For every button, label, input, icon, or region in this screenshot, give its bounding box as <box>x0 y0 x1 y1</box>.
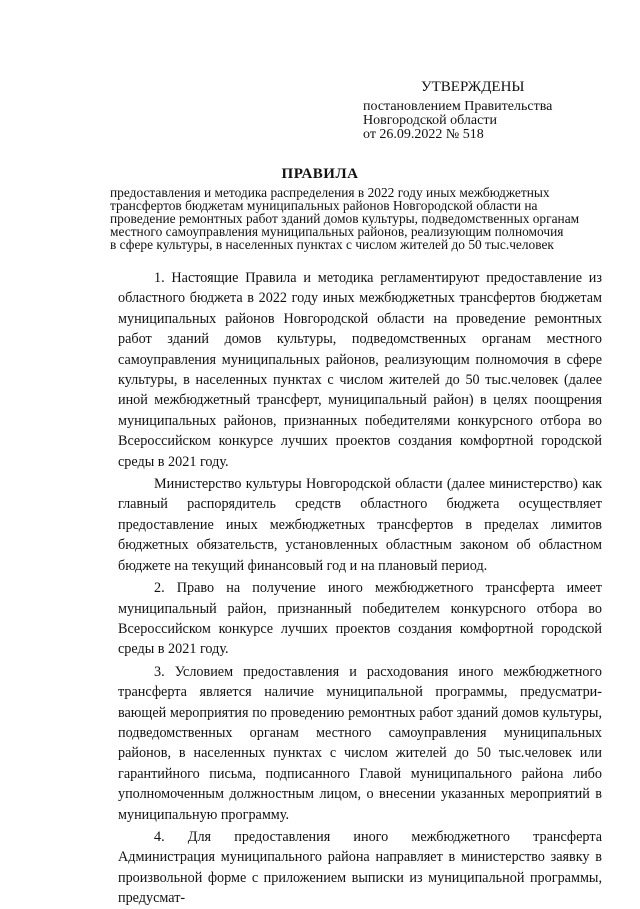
paragraph-3: 3. Условием предоставления и расходования иного межбюджетного трансферта является наличие муниципальной программы, предусматри-вающей мероприятия по проведению ремонтных работ зданий домов культуры, подведомственных органам местного самоуправления муниципальных районов, в населенных пунктах с числом жителей до 50 тыс.человек или гарантийного письма, подписанного Главой муниципального района либо уполномоченным должностным лицом, о внесении указанных мероприятий в муниципальную программу. <box>118 663 602 823</box>
paragraph-1: 1. Настоящие Правила и методика регламентируют предоставление из областного бюджета в 2022 году иных межбюджетных трансфертов бюджетам муниципальных районов Новгородской области на проведение ремонтных работ зданий домов культуры, подведомственных органам местного самоуправления муниципальных районов, реализующим полномочия в сфере культуры, в населенных пунктах с числом жителей до 50 тыс.человек (далее иной межбюджетный трансферт, муниципальный район) в целях поощрения муниципальных районов, признанных победителями конкурсного отбора во Всероссийском конкурсе лучших проектов создания комфортной городской среды в 2021 году. <box>118 270 602 470</box>
subtitle-line: местного самоуправления муниципальных районов, реализующим полномочия <box>110 224 564 239</box>
paragraph-4: 4. Для предоставления иного межбюджетного трансферта Администрация муниципального района направляет в министерство заявку в произвольной форме с приложением выписки из муниципальной программы, предусмат- <box>118 828 602 907</box>
document-subtitle <box>110 185 580 252</box>
document-body <box>118 268 602 909</box>
approval-line-3: от 26.09.2022 № 518 <box>363 127 484 142</box>
subtitle-line: в сфере культуры, в населенных пунктах с числом жителей до 50 тыс.человек <box>110 237 554 252</box>
document-title: ПРАВИЛА <box>281 166 359 182</box>
approval-heading: УТВЕРЖДЕНЫ <box>421 79 525 95</box>
approval-line-1: постановлением Правительства <box>363 99 553 114</box>
subtitle-line: трансфертов бюджетам муниципальных районов Новгородской области на <box>110 198 538 213</box>
paragraph-ministry: Министерство культуры Новгородской области (далее министерство) как главный распорядитель средств областного бюджета осуществляет предоставление иных межбюджетных трансфертов в пределах лимитов бюджетных обязательств, установленных областным законом об областном бюджете на текущий финансовый год и на плановый период. <box>118 476 602 574</box>
approval-line-2: Новгородской области <box>363 113 497 128</box>
approval-stamp <box>363 80 552 142</box>
paragraph-2: 2. Право на получение иного межбюджетного трансферта имеет муниципальный район, признанный победителем конкурсного отбора во Всероссийском конкурсе лучших проектов создания комфортной городской среды в 2021 году. <box>118 580 602 658</box>
subtitle-line: предоставления и методика распределения в 2022 году иных межбюджетных <box>110 185 550 200</box>
subtitle-line: проведение ремонтных работ зданий домов культуры, подведомственных органам <box>110 211 580 226</box>
